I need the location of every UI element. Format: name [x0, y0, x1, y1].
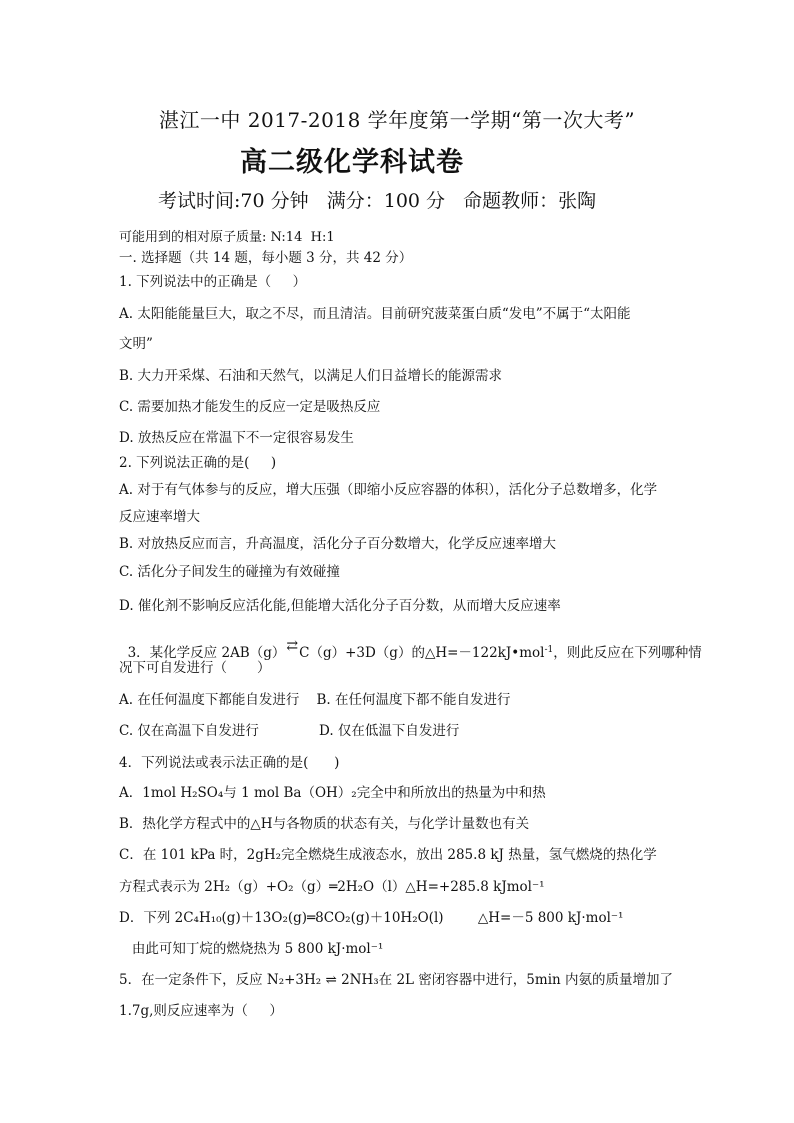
- q3-stem-post: C（g）+3D（g）的△H=－122kJ•mol: [299, 645, 545, 661]
- q4-option-a: A．1mol H₂SO₄与 1 mol Ba（OH）₂完全中和所放出的热量为中和热: [119, 785, 546, 801]
- exam-title: 湛江一中 2017-2018 学年度第一学期“第一次大考”: [158, 108, 636, 132]
- q1-option-a-line2: 文明”: [119, 336, 153, 352]
- equilibrium-arrow-icon: ⇄: [286, 638, 299, 654]
- q2-stem: 2. 下列说法正确的是( ): [119, 455, 277, 471]
- q3-stem-end: ，则此反应在下列哪种情: [553, 645, 702, 661]
- q4-option-d-line2: 由此可知丁烷的燃烧热为 5 800 kJ·mol⁻¹: [119, 941, 384, 957]
- exam-info: 考试时间:70 分钟 满分：100 分 命题教师：张陶: [158, 190, 597, 212]
- atomic-mass-note: 可能用到的相对原子质量: N:14 H:1: [119, 230, 335, 245]
- q2-option-b: B. 对放热反应而言，升高温度，活化分子百分数增大，化学反应速率增大: [119, 536, 557, 552]
- section-heading: 一. 选择题（共 14 题，每小题 3 分，共 42 分）: [119, 250, 413, 266]
- q3-stem-sup: -1: [544, 645, 554, 655]
- q4-option-c-line2: 方程式表示为 2H₂（g）+O₂（g）═2H₂O（l）△H=+285.8 kJmol⁻¹: [119, 879, 545, 895]
- q3-options-ab: A. 在任何温度下都能自发进行 B. 在任何温度下都不能自发进行: [119, 692, 511, 708]
- q4-option-c-line1: C．在 101 kPa 时，2gH₂完全燃烧生成液态水，放出 285.8 kJ 热量，氢气燃烧的热化学: [119, 847, 657, 863]
- q2-option-a-line2: 反应速率增大: [119, 509, 200, 525]
- q3-stem-pre: 3．某化学反应 2AB（g）: [127, 645, 286, 661]
- q1-option-c: C. 需要加热才能发生的反应一定是吸热反应: [119, 399, 381, 415]
- q1-stem: 1. 下列说法中的正确是（ ）: [119, 274, 307, 290]
- q3-stem-line2: 况下可自发进行（ ）: [119, 660, 271, 676]
- q2-option-c: C. 活化分子间发生的碰撞为有效碰撞: [119, 564, 340, 580]
- q1-option-b: B. 大力开采煤、石油和天然气，以满足人们日益增长的能源需求: [119, 368, 503, 384]
- q2-option-d: D. 催化剂不影响反应活化能,但能增大活化分子百分数，从而增大反应速率: [119, 598, 561, 614]
- q5-stem-line1: 5．在一定条件下，反应 N₂+3H₂ ⇌ 2NH₃在 2L 密闭容器中进行，5min 内氨的质量增加了: [119, 972, 674, 988]
- q4-stem: 4．下列说法或表示法正确的是( ): [119, 755, 340, 771]
- exam-subject-title: 高二级化学科试卷: [240, 147, 464, 178]
- q2-option-a-line1: A. 对于有气体参与的反应，增大压强（即缩小反应容器的体积），活化分子总数增多，化学: [119, 482, 658, 498]
- q4-option-d-line1: D．下列 2C₄H₁₀(g)＋13O₂(g)═8CO₂(g)＋10H₂O(l) △H=－5 800 kJ·mol⁻¹: [119, 910, 624, 926]
- q4-option-b: B．热化学方程式中的△H与各物质的状态有关，与化学计量数也有关: [119, 816, 530, 832]
- q1-option-a-line1: A. 太阳能能量巨大，取之不尽，而且清洁。目前研究菠菜蛋白质“发电”不属于“太阳能: [119, 306, 631, 322]
- q3-options-cd: C. 仅在高温下自发进行 D. 仅在低温下自发进行: [119, 723, 460, 739]
- q1-option-d: D. 放热反应在常温下不一定很容易发生: [119, 430, 354, 446]
- q5-stem-line2: 1.7g,则反应速率为（ ）: [119, 1003, 283, 1019]
